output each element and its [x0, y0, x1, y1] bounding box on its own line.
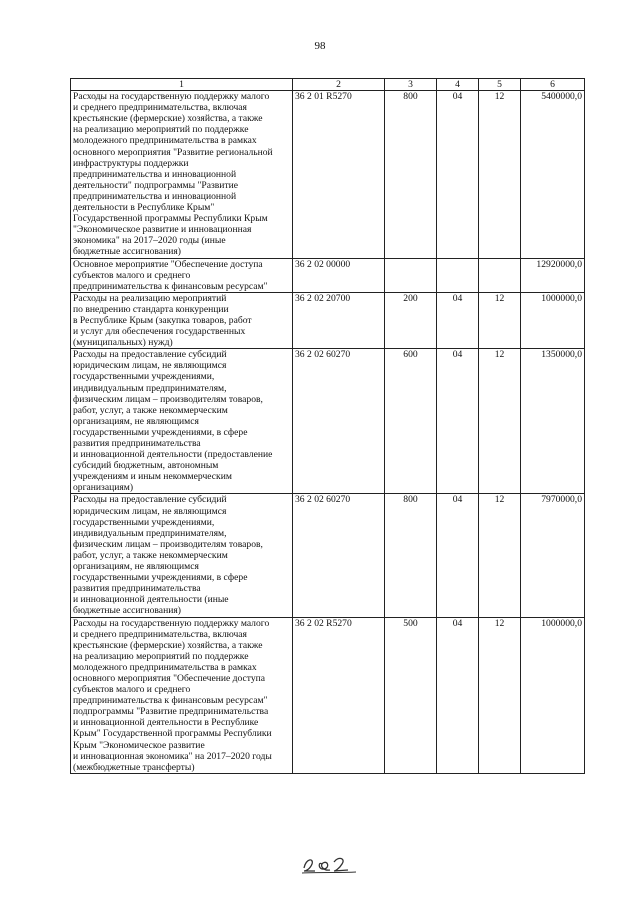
description-line: Расходы на предоставление субсидий — [73, 349, 227, 361]
description-line: Государственной программы Республики Крым — [73, 213, 268, 225]
description-line: учреждениям и иным некоммерческим — [73, 471, 232, 483]
section-code: 04 — [437, 494, 479, 617]
description-line: Расходы на государственную поддержку малого — [73, 91, 270, 103]
table-row — [71, 494, 585, 617]
section-code: 04 — [437, 617, 479, 773]
description-line: государственными учреждениями, — [73, 516, 215, 528]
description-line: и инновационная экономика" на 2017–2020 годы — [73, 750, 272, 762]
description-line: основного мероприятия "Обеспечение доступа — [73, 672, 266, 684]
description-line: индивидуальным предпринимателям, — [73, 527, 227, 539]
description-line: (межбюджетные трансферты) — [73, 761, 195, 773]
amount-value: 7970000,0 — [521, 494, 585, 617]
description-line: Основное мероприятие "Обеспечение доступа — [73, 258, 263, 270]
amount-value: 5400000,0 — [521, 91, 585, 258]
description-line: инфраструктуры поддержки — [73, 157, 189, 169]
description-line: экономика" на 2017–2020 годы (иные — [73, 235, 226, 247]
description-line: Расходы на предоставление субсидий — [73, 494, 227, 506]
description-line: "Экономическое развитие и инновационная — [73, 224, 252, 236]
description-line: Крым "Экономическое развитие — [73, 739, 205, 751]
description-line: бюджетные ассигнования) — [73, 605, 181, 617]
description-line: субъектов малого и среднего — [73, 684, 191, 696]
description-line: молодежного предпринимательства в рамках — [73, 135, 257, 147]
subsection-code: 12 — [479, 349, 521, 494]
description-line: и инновационной деятельности (предоставление — [73, 449, 273, 461]
description-line: на реализацию мероприятий по поддержке — [73, 650, 249, 662]
description-line: физическим лицам – производителям товаров, — [73, 393, 263, 405]
table-row — [71, 617, 585, 773]
expense-type-code: 800 — [385, 494, 437, 617]
expense-type-code: 600 — [385, 349, 437, 494]
description-line: государственными учреждениями, в сфере — [73, 426, 248, 438]
description-line: на реализацию мероприятий по поддержке — [73, 124, 249, 136]
table-row — [71, 258, 585, 292]
description-line: работ, услуг, а также некоммерческим — [73, 549, 228, 561]
amount-value: 12920000,0 — [521, 258, 585, 292]
table-row — [71, 91, 585, 258]
column-header-6: 6 — [521, 79, 585, 91]
description-line: подпрограммы "Развитие предпринимательства — [73, 706, 269, 718]
description-line: организациям, не являющимся — [73, 561, 199, 573]
description-line: (муниципальных) нужд) — [73, 337, 173, 349]
description-line: молодежного предпринимательства в рамках — [73, 661, 257, 673]
budget-classification-code: 36 2 02 60270 — [293, 349, 385, 494]
description-line: развития предпринимательства — [73, 438, 201, 449]
description-line: развития предпринимательства — [73, 583, 201, 595]
description-line: крестьянские (фермерские) хозяйства, а также — [73, 113, 263, 125]
budget-classification-code: 36 2 02 20700 — [293, 292, 385, 348]
expense-type-code: 200 — [385, 292, 437, 348]
table-row — [71, 292, 585, 348]
section-code: 04 — [437, 91, 479, 258]
column-header-3: 3 — [385, 79, 437, 91]
column-header-2: 2 — [293, 79, 385, 91]
description-line: предпринимательства и инновационной — [73, 190, 237, 202]
description-line: юридическим лицам, не являющимся — [73, 360, 227, 372]
description-line: в Республике Крым (закупка товаров, работ — [73, 314, 252, 326]
description-line: и инновационной деятельности в Республике — [73, 717, 259, 729]
description-line: деятельности" подпрограммы "Развитие — [73, 179, 239, 191]
description-line: государственными учреждениями, в сфере — [73, 572, 248, 584]
description-line: деятельности в Республике Крым" — [73, 202, 215, 214]
description-line: организациям) — [73, 482, 134, 494]
amount-value: 1000000,0 — [521, 292, 585, 348]
row-description — [71, 617, 293, 773]
description-line: предпринимательства к финансовым ресурсам" — [73, 695, 268, 707]
description-line: крестьянские (фермерские) хозяйства, а также — [73, 639, 263, 651]
subsection-code: 12 — [479, 494, 521, 617]
budget-classification-code: 36 2 02 R5270 — [293, 617, 385, 773]
description-line: Расходы на государственную поддержку малого — [73, 617, 270, 629]
description-line: основного мероприятия "Развитие региональной — [73, 146, 273, 158]
description-line: физическим лицам – производителям товаров, — [73, 538, 263, 550]
description-line: бюджетные ассигнования) — [73, 246, 181, 258]
description-line: предпринимательства и инновационной — [73, 168, 237, 180]
section-code: 04 — [437, 292, 479, 348]
budget-classification-code: 36 2 01 R5270 — [293, 91, 385, 258]
budget-classification-code: 36 2 02 60270 — [293, 494, 385, 617]
description-line: субъектов малого и среднего — [73, 269, 191, 281]
subsection-code — [479, 258, 521, 292]
column-header-5: 5 — [479, 79, 521, 91]
row-description — [71, 91, 293, 258]
description-line: предпринимательства к финансовым ресурсам" — [73, 280, 268, 292]
table-row — [71, 349, 585, 494]
row-description — [71, 349, 293, 494]
expense-type-code: 800 — [385, 91, 437, 258]
description-line: государственными учреждениями, — [73, 371, 215, 383]
amount-value: 1000000,0 — [521, 617, 585, 773]
amount-value: 1350000,0 — [521, 349, 585, 494]
row-description — [71, 258, 293, 292]
description-line: и услуг для обеспечения государственных — [73, 326, 246, 338]
expense-type-code — [385, 258, 437, 292]
budget-classification-code: 36 2 02 00000 — [293, 258, 385, 292]
handwritten-signature — [300, 852, 360, 874]
row-description — [71, 494, 293, 617]
description-line: субсидий бюджетным, автономным — [73, 460, 219, 472]
description-line: организациям, не являющимся — [73, 415, 199, 427]
budget-table — [70, 78, 585, 774]
description-line: юридическим лицам, не являющимся — [73, 505, 227, 517]
header-row — [71, 79, 585, 91]
description-line: Расходы на реализацию мероприятий — [73, 292, 227, 304]
expense-type-code: 500 — [385, 617, 437, 773]
column-header-1: 1 — [71, 79, 293, 91]
table-body — [71, 91, 585, 774]
description-line: и среднего предпринимательства, включая — [73, 102, 247, 114]
section-code — [437, 258, 479, 292]
column-header-4: 4 — [437, 79, 479, 91]
section-code: 04 — [437, 349, 479, 494]
description-line: индивидуальным предпринимателям, — [73, 382, 227, 394]
page-number: 98 — [314, 40, 326, 52]
subsection-code: 12 — [479, 292, 521, 348]
row-description — [71, 292, 293, 348]
description-line: по внедрению стандарта конкуренции — [73, 303, 229, 315]
subsection-code: 12 — [479, 617, 521, 773]
description-line: и среднего предпринимательства, включая — [73, 628, 247, 640]
description-line: Крым" Государственной программы Республики — [73, 728, 272, 740]
description-line: работ, услуг, а также некоммерческим — [73, 404, 228, 416]
description-line: и инновационной деятельности (иные — [73, 594, 229, 606]
subsection-code: 12 — [479, 91, 521, 258]
